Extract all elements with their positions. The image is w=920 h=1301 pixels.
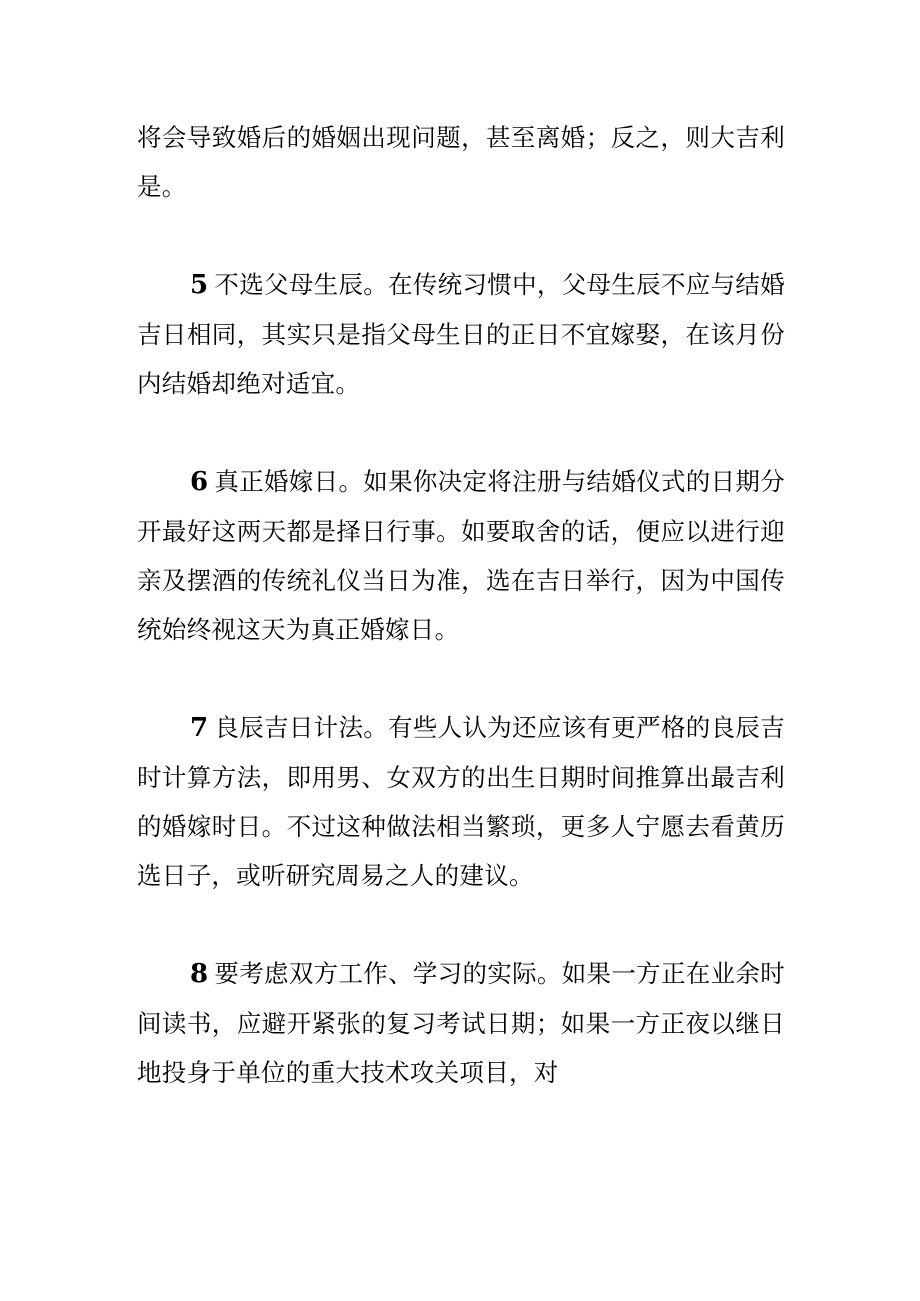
paragraph-item-5 bbox=[137, 260, 785, 408]
paragraph-item-6 bbox=[137, 457, 785, 654]
paragraph-continuation bbox=[137, 113, 785, 211]
paragraph-text: 不选父母生辰。在传统习惯中，父母生辰不应与结婚吉日相同，其实只是指父母生日的正日不宜嫁娶，在该月份内结婚却绝对适宜。 bbox=[137, 270, 785, 398]
paragraph-item-7 bbox=[137, 703, 785, 900]
paragraph-item-8 bbox=[137, 949, 785, 1097]
document-page bbox=[137, 113, 785, 1097]
paragraph-text: 要考虑双方工作、学习的实际。如果一方正在业余时间读书，应避开紧张的复习考试日期；如果一方正夜以继日地投身于单位的重大技术攻关项目，对 bbox=[137, 959, 785, 1087]
paragraph-text: 将会导致婚后的婚姻出现问题，甚至离婚；反之，则大吉利是。 bbox=[137, 123, 785, 201]
item-number: 6 bbox=[190, 467, 209, 497]
item-number: 8 bbox=[190, 959, 209, 989]
item-number: 5 bbox=[190, 270, 209, 300]
paragraph-text: 良辰吉日计法。有些人认为还应该有更严格的良辰吉时计算方法，即用男、女双方的出生日期时间推算出最吉利的婚嫁时日。不过这种做法相当繁琐，更多人宁愿去看黄历选日子，或听研究周易之人的建议。 bbox=[137, 713, 785, 890]
item-number: 7 bbox=[190, 713, 209, 743]
paragraph-text: 真正婚嫁日。如果你决定将注册与结婚仪式的日期分开最好这两天都是择日行事。如要取舍的话，便应以进行迎亲及摆酒的传统礼仪当日为准，选在吉日举行，因为中国传统始终视这天为真正婚嫁日。 bbox=[137, 467, 785, 644]
